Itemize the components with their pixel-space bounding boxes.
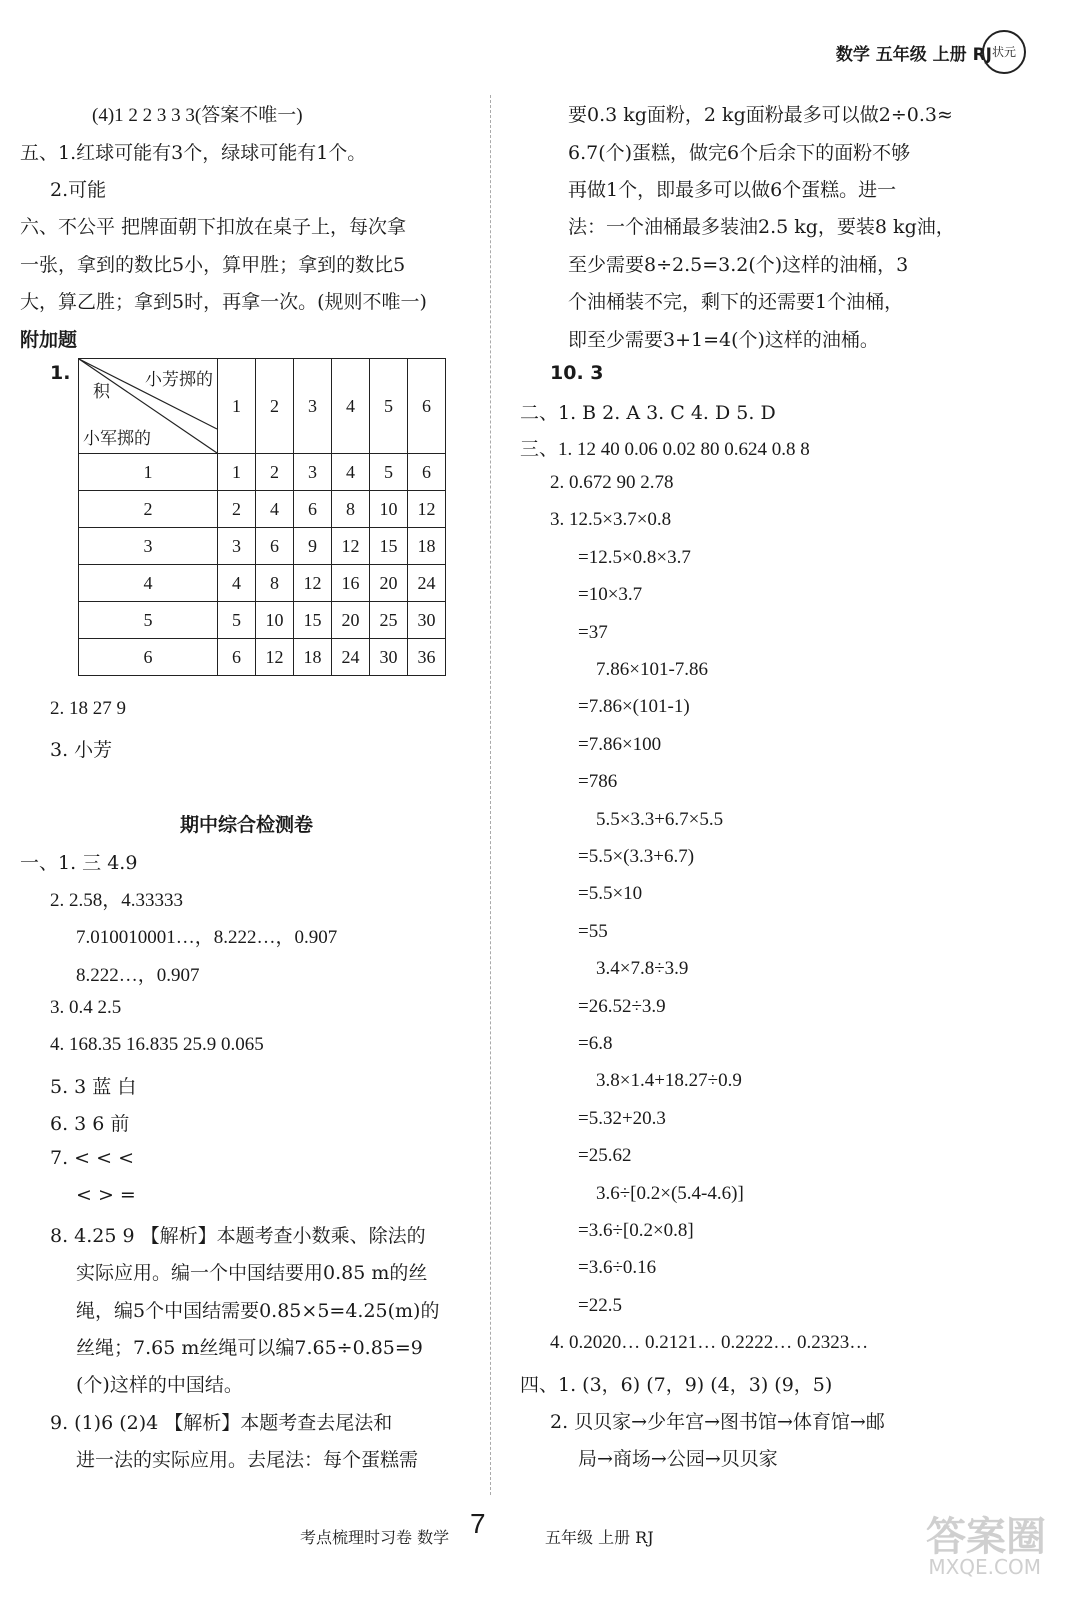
answer-line: 9. (1)6 (2)4 【解析】本题考查去尾法和: [50, 1412, 393, 1434]
answer-line: 大，算乙胜；拿到5时，再拿一次。(规则不唯一): [20, 291, 427, 313]
table-cell: 8: [256, 565, 294, 602]
row-header: 5: [79, 602, 218, 639]
answer-line: 实际应用。编一个中国结要用0.85 m的丝: [76, 1262, 428, 1284]
table-row: [79, 639, 446, 676]
corner-label-mid: 积: [93, 382, 110, 402]
table-cell: 20: [332, 602, 370, 639]
page-header: 数学 五年级 上册 RJ: [835, 45, 992, 65]
table-row: [79, 602, 446, 639]
table-cell: 6: [294, 491, 332, 528]
answer-line: 三、1. 12 40 0.06 0.02 80 0.624 0.8 8: [520, 439, 810, 460]
answer-line: =5.5×10: [578, 883, 643, 904]
table-cell: 15: [294, 602, 332, 639]
table-row: [79, 528, 446, 565]
publisher-logo: 状元: [982, 30, 1026, 74]
answer-line: =3.6÷0.16: [578, 1257, 657, 1278]
table-cell: 5: [370, 454, 408, 491]
answer-line: =7.86×(101-1): [578, 696, 690, 717]
table-cell: 3: [294, 454, 332, 491]
row-header: 2: [79, 491, 218, 528]
answer-line: =10×3.7: [578, 584, 643, 605]
answer-line: 3. 0.4 2.5: [50, 997, 122, 1018]
answer-line: 2. 18 27 9: [50, 698, 126, 719]
product-table: [78, 358, 446, 676]
answer-line: 一、1. 三 4.9: [20, 852, 138, 874]
table-row: [79, 565, 446, 602]
table-cell: 12: [256, 639, 294, 676]
table-cell: 6: [256, 528, 294, 565]
table-row: [79, 491, 446, 528]
table-cell: 4: [218, 565, 256, 602]
table-cell: 9: [294, 528, 332, 565]
row-header: 3: [79, 528, 218, 565]
answer-line: 3.8×1.4+18.27÷0.9: [596, 1070, 742, 1091]
table-cell: 2: [256, 454, 294, 491]
table-row: [79, 454, 446, 491]
answer-line: 7.86×101-7.86: [596, 659, 709, 680]
answer-line: 8.222…，0.907: [76, 965, 200, 986]
answer-line: =6.8: [578, 1033, 613, 1054]
table-cell: 4: [332, 454, 370, 491]
answer-line: 6. 3 6 前: [50, 1113, 130, 1135]
answer-line: 四、1. (3，6) (7，9) (4，3) (9，5): [520, 1374, 833, 1396]
watermark-logo: 答案圈: [926, 1514, 1046, 1560]
table-cell: 12: [294, 565, 332, 602]
column-header: 6: [408, 359, 446, 454]
answer-line: 3. 12.5×3.7×0.8: [550, 509, 672, 530]
answer-line: 二、1. B 2. A 3. C 4. D 5. D: [520, 402, 776, 424]
answer-line: 法：一个油桶最多装油2.5 kg，要装8 kg油，: [568, 216, 955, 238]
answer-line: 六、不公平 把牌面朝下扣放在桌子上，每次拿: [20, 216, 407, 238]
section-title: 期中综合检测卷: [180, 814, 314, 836]
answer-line: =37: [578, 622, 608, 643]
answer-line: =22.5: [578, 1295, 622, 1316]
answer-line: 五、1.红球可能有3个，绿球可能有1个。: [20, 142, 367, 164]
table-cell: 1: [218, 454, 256, 491]
table-cell: 18: [408, 528, 446, 565]
answer-line: 3. 小芳: [50, 739, 113, 761]
table-cell: 24: [332, 639, 370, 676]
answer-line: (4)1 2 2 3 3 3(答案不唯一): [92, 105, 303, 126]
answer-line: 3.4×7.8÷3.9: [596, 958, 689, 979]
answer-line: 个油桶装不完，剩下的还需要1个油桶，: [568, 291, 904, 313]
row-header: 6: [79, 639, 218, 676]
column-header: 2: [256, 359, 294, 454]
watermark-url: MXQE.COM: [928, 1555, 1041, 1579]
table-cell: 10: [370, 491, 408, 528]
answer-line: =26.52÷3.9: [578, 996, 666, 1017]
answer-line: 2. 贝贝家→少年宫→图书馆→体育馆→邮: [550, 1411, 885, 1433]
table-cell: 6: [218, 639, 256, 676]
answer-line: 再做1个，即最多可以做6个蛋糕。进一: [568, 179, 897, 201]
table-cell: 3: [218, 528, 256, 565]
answer-line: 2.可能: [50, 179, 107, 201]
corner-label-top: 小芳掷的: [145, 370, 213, 390]
answer-line: 6.7(个)蛋糕，做完6个后余下的面粉不够: [568, 142, 911, 164]
row-header: 4: [79, 565, 218, 602]
column-header: 1: [218, 359, 256, 454]
table-cell: 6: [408, 454, 446, 491]
answer-line: 局→商场→公园→贝贝家: [578, 1448, 778, 1470]
table-cell: 36: [408, 639, 446, 676]
answer-line: 丝绳；7.65 m丝绳可以编7.65÷0.85=9: [76, 1337, 423, 1359]
table-cell: 16: [332, 565, 370, 602]
footer-right: 五年级 上册 RJ: [545, 1528, 654, 1547]
answer-line: 3.6÷[0.2×(5.4-4.6)]: [596, 1183, 744, 1204]
answer-line: =12.5×0.8×3.7: [578, 547, 691, 568]
table-cell: 30: [408, 602, 446, 639]
answer-line: =55: [578, 921, 608, 942]
table-cell: 25: [370, 602, 408, 639]
answer-line: =5.5×(3.3+6.7): [578, 846, 695, 867]
answer-line: 进一法的实际应用。去尾法：每个蛋糕需: [76, 1449, 419, 1471]
table-cell: 20: [370, 565, 408, 602]
answer-line: 10. 3: [550, 362, 604, 384]
answer-line: (个)这样的中国结。: [76, 1374, 243, 1396]
answer-line: 2. 0.672 90 2.78: [550, 472, 674, 493]
table-cell: 5: [218, 602, 256, 639]
table-cell: 10: [256, 602, 294, 639]
answer-line: 2. 2.58，4.33333: [50, 890, 184, 911]
answer-line: =5.32+20.3: [578, 1108, 666, 1129]
answer-line: 5.5×3.3+6.7×5.5: [596, 809, 724, 830]
table-cell: 12: [332, 528, 370, 565]
answer-line: =25.62: [578, 1145, 632, 1166]
column-divider: [490, 95, 491, 1495]
table-cell: 24: [408, 565, 446, 602]
table-cell: 12: [408, 491, 446, 528]
table-cell: 4: [256, 491, 294, 528]
column-header: 3: [294, 359, 332, 454]
answer-line: 4. 168.35 16.835 25.9 0.065: [50, 1034, 264, 1055]
answer-line: 5. 3 蓝 白: [50, 1076, 137, 1098]
table-cell: 15: [370, 528, 408, 565]
row-header: 1: [79, 454, 218, 491]
section-heading: 附加题: [20, 329, 78, 351]
answer-line: 即至少需要3+1=4(个)这样的油桶。: [568, 329, 879, 351]
answer-line: 一张，拿到的数比5小，算甲胜；拿到的数比5: [20, 254, 406, 276]
column-header: 4: [332, 359, 370, 454]
answer-line: 8. 4.25 9 【解析】本题考查小数乘、除法的: [50, 1225, 426, 1247]
column-header: 5: [370, 359, 408, 454]
question-number: 1.: [50, 362, 71, 384]
answer-line: 要0.3 kg面粉，2 kg面粉最多可以做2÷0.3≈: [568, 104, 953, 126]
corner-label-bottom: 小军掷的: [83, 429, 151, 449]
answer-line: < > =: [76, 1184, 136, 1206]
footer-left: 考点梳理时习卷 数学: [300, 1528, 450, 1547]
answer-line: 4. 0.2020… 0.2121… 0.2222… 0.2323…: [550, 1332, 869, 1353]
answer-line: =786: [578, 771, 618, 792]
answer-line: 至少需要8÷2.5=3.2(个)这样的油桶，3: [568, 254, 909, 276]
table-cell: 8: [332, 491, 370, 528]
page-number: 7: [470, 1508, 486, 1539]
answer-line: =7.86×100: [578, 734, 662, 755]
answer-line: =3.6÷[0.2×0.8]: [578, 1220, 694, 1241]
table-cell: 2: [218, 491, 256, 528]
answer-line: 7.010010001…，8.222…，0.907: [76, 927, 338, 948]
table-corner: [79, 359, 218, 454]
answer-line: 7. < < <: [50, 1147, 135, 1169]
table-cell: 18: [294, 639, 332, 676]
answer-line: 绳，编5个中国结需要0.85×5=4.25(m)的: [76, 1300, 440, 1322]
table-cell: 30: [370, 639, 408, 676]
